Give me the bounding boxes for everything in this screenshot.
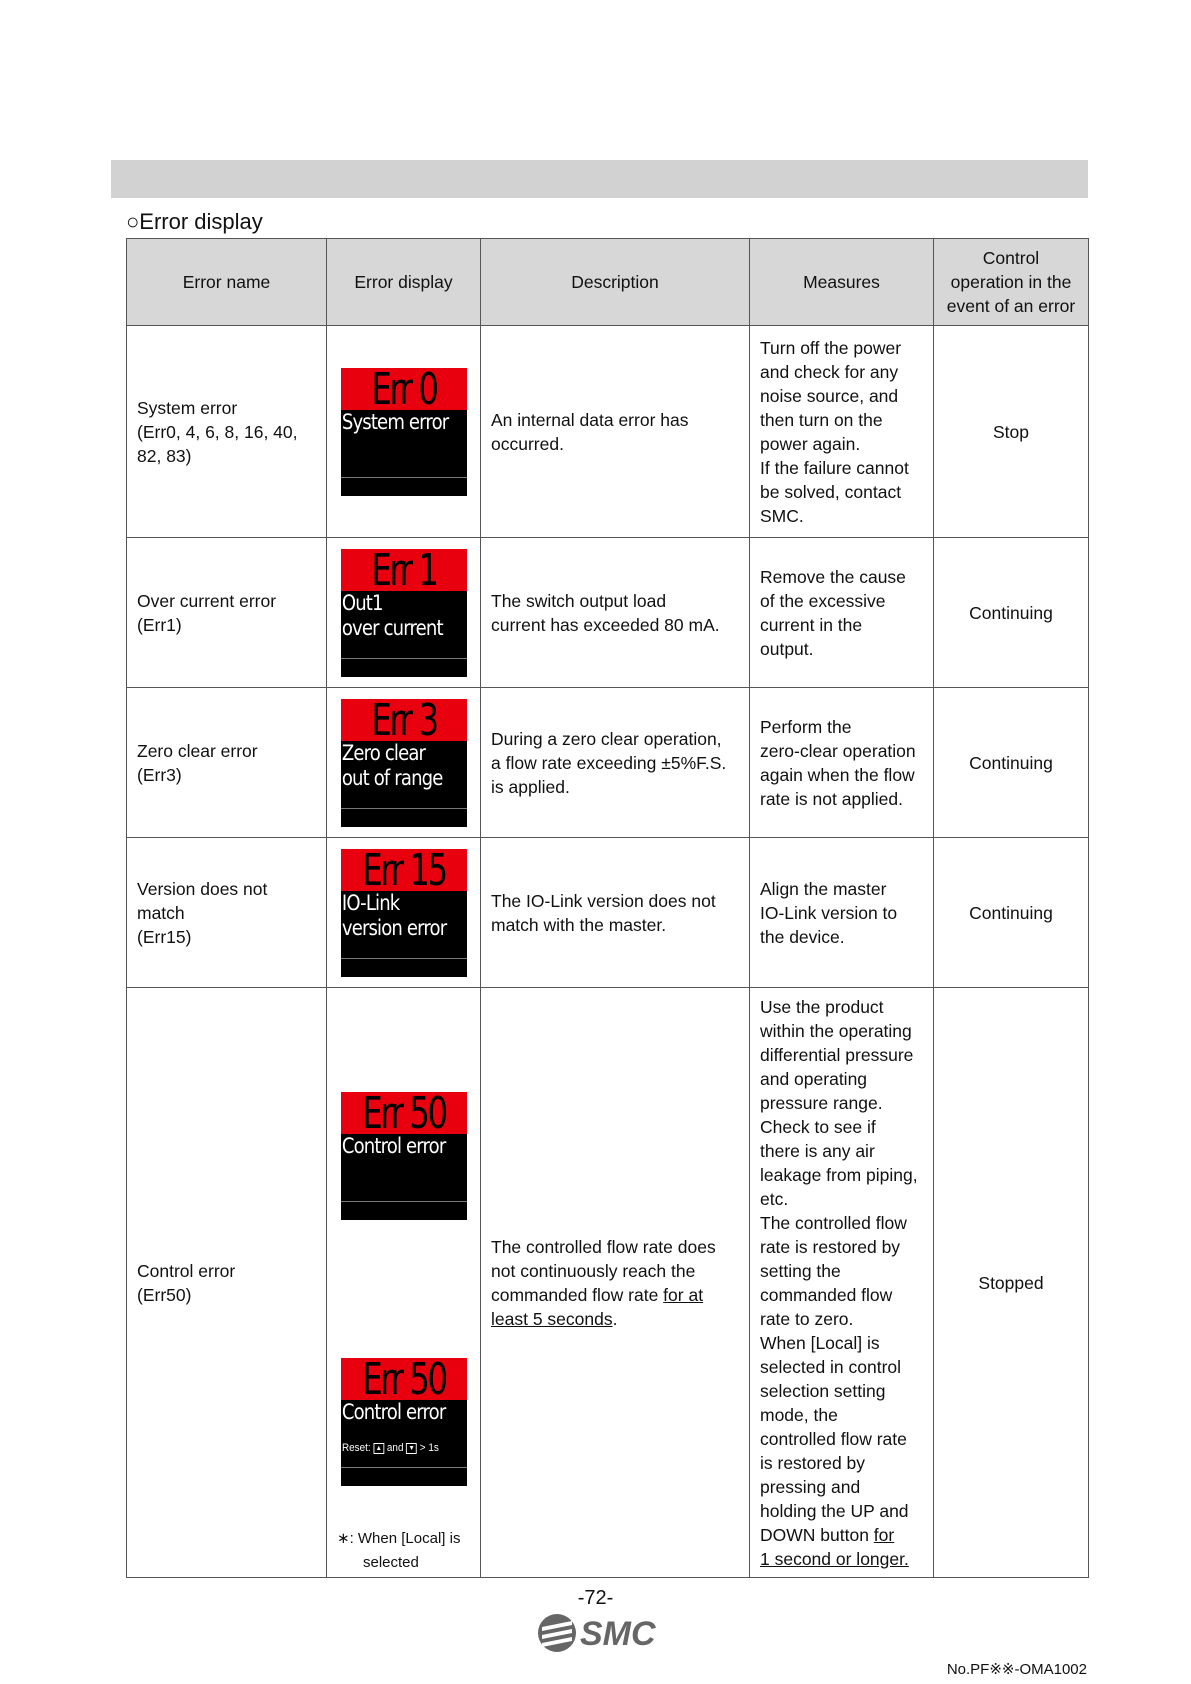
lcd-screen bbox=[341, 549, 467, 677]
lcd-screen bbox=[341, 368, 467, 496]
control-operation: Continuing bbox=[934, 838, 1089, 988]
measures: Turn off the power and check for any noise source, and then turn on the power again. If the failure cannot be solved, contact SMC. bbox=[750, 326, 934, 538]
lcd-text: Control error bbox=[341, 1134, 445, 1158]
error-display bbox=[327, 838, 481, 988]
header-bar bbox=[111, 160, 1088, 198]
col-header: Description bbox=[481, 239, 750, 326]
error-display bbox=[327, 538, 481, 688]
lcd-text: Zero clear bbox=[341, 740, 425, 765]
lcd-screen bbox=[341, 699, 467, 827]
control-operation: Stop bbox=[934, 326, 1089, 538]
document-number: No.PF※※-OMA1002 bbox=[946, 1661, 1087, 1678]
description: The switch output load current has exceeded 80 mA. bbox=[481, 538, 750, 688]
lcd-text: System error bbox=[341, 409, 448, 434]
lcd-screen bbox=[341, 849, 467, 977]
lcd-error-code: Err 0 bbox=[352, 368, 455, 410]
description: An internal data error has occurred. bbox=[481, 326, 750, 538]
description: The IO-Link version does not match with the master. bbox=[481, 838, 750, 988]
error-name: Over current error (Err1) bbox=[127, 538, 327, 688]
measures: Remove the cause of the excessive current in the output. bbox=[750, 538, 934, 688]
section-title: ○Error display bbox=[126, 209, 263, 234]
table-row bbox=[127, 326, 1089, 538]
lcd-text: out of range bbox=[341, 765, 443, 790]
error-name: Control error (Err50) bbox=[127, 988, 327, 1578]
lcd-error-code: Err 3 bbox=[352, 699, 455, 741]
error-name: Zero clear error (Err3) bbox=[127, 688, 327, 838]
measures: Use the product within the operating differential pressure and operating pressure range. Check to see if there is any air leakage from piping, etc. The controlled flow rate is restored by setting the commanded flow rate to zero. When [Local] is selected in control selection setting mode, the controlled flow rate is restored by pressing and holding the UP and DOWN button for 1 second or longer. bbox=[750, 988, 934, 1578]
description: During a zero clear operation, a flow rate exceeding ±5%F.S. is applied. bbox=[481, 688, 750, 838]
lcd-text: over current bbox=[341, 615, 443, 640]
lcd-error-code: Err 1 bbox=[352, 549, 455, 591]
lcd-error-code: Err 50 bbox=[352, 1092, 455, 1134]
col-header: Control operation in the event of an error bbox=[934, 239, 1089, 326]
col-header: Error display bbox=[327, 239, 481, 326]
error-name: Version does not match (Err15) bbox=[127, 838, 327, 988]
lcd-text: Out1 bbox=[341, 590, 383, 615]
up-button-icon: ▲ bbox=[373, 1443, 384, 1454]
table-row bbox=[127, 688, 1089, 838]
table-row bbox=[127, 988, 1089, 1578]
lcd-screen-local bbox=[341, 1358, 467, 1486]
control-operation: Continuing bbox=[934, 688, 1089, 838]
error-name: System error (Err0, 4, 6, 8, 16, 40, 82, 83) bbox=[127, 326, 327, 538]
col-header: Measures bbox=[750, 239, 934, 326]
measures: Perform the zero-clear operation again when the flow rate is not applied. bbox=[750, 688, 934, 838]
error-table bbox=[126, 238, 1089, 1578]
table-row bbox=[127, 838, 1089, 988]
control-operation: Stopped bbox=[934, 988, 1089, 1578]
description: The controlled flow rate does not continuously reach the commanded flow rate for at least 5 seconds. bbox=[481, 988, 750, 1578]
header-row bbox=[127, 239, 1089, 326]
error-display bbox=[327, 988, 481, 1578]
smc-logo-icon bbox=[538, 1614, 576, 1652]
table-row bbox=[127, 538, 1089, 688]
lcd-error-code: Err 50 bbox=[352, 1358, 455, 1400]
page-number: -72- bbox=[577, 1587, 614, 1609]
error-display bbox=[327, 688, 481, 838]
lcd-text: version error bbox=[341, 915, 446, 940]
down-button-icon: ▼ bbox=[406, 1443, 417, 1454]
lcd-screen bbox=[341, 1092, 467, 1220]
measures: Align the master IO-Link version to the device. bbox=[750, 838, 934, 988]
smc-logo bbox=[536, 1610, 666, 1656]
error-display bbox=[327, 326, 481, 538]
lcd-error-code: Err 15 bbox=[352, 849, 455, 891]
lcd-text: Control error bbox=[341, 1400, 445, 1424]
lcd-text: IO-Link bbox=[341, 890, 399, 915]
smc-logo-text: SMC bbox=[580, 1615, 656, 1653]
lcd-reset-hint: Reset: ▲ and ▼ > 1s bbox=[341, 1442, 439, 1454]
col-header: Error name bbox=[127, 239, 327, 326]
control-operation: Continuing bbox=[934, 538, 1089, 688]
display-note: ∗: When [Local] is selected bbox=[337, 1530, 461, 1571]
